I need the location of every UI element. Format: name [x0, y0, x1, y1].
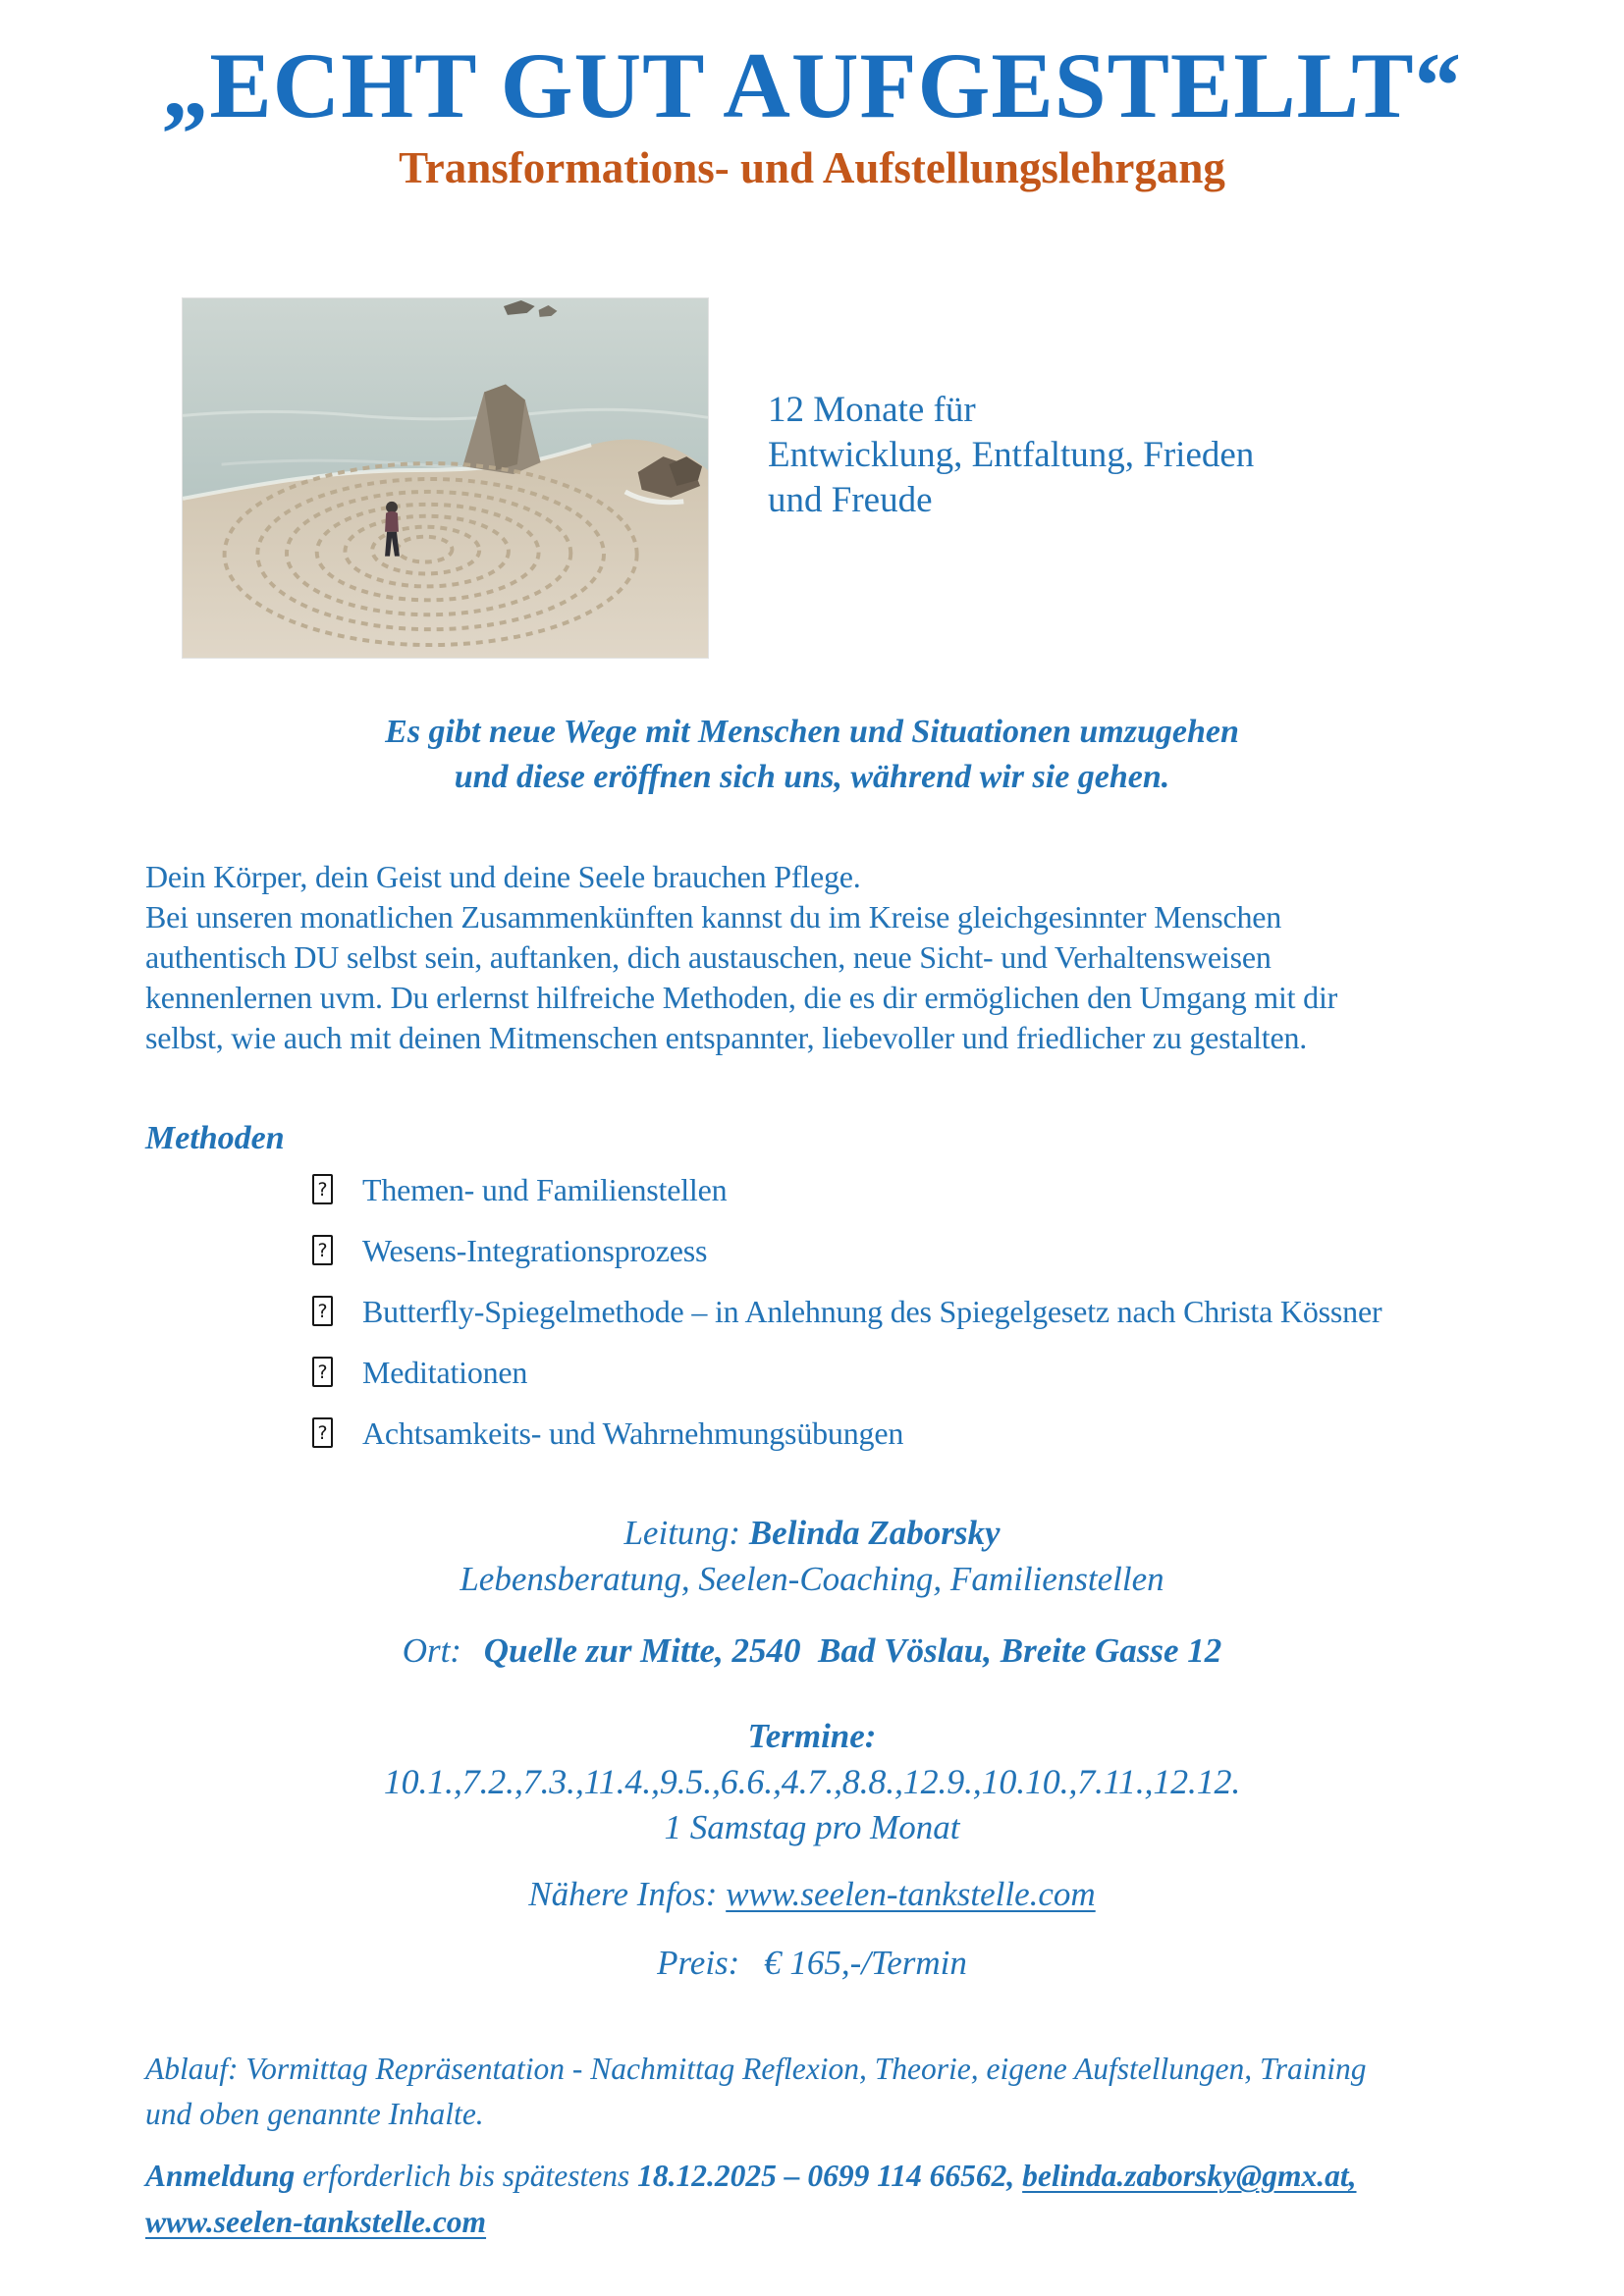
method-label: Meditationen [362, 1354, 528, 1390]
intro-line: selbst, wie auch mit deinen Mitmenschen entspannter, liebevoller und friedlicher zu gestalten. [145, 1019, 1308, 1055]
leitung-block [145, 1510, 1479, 1602]
price-line [145, 1941, 1479, 1986]
location-value: Quelle zur Mitte, 2540 Bad Vöslau, Breite Gasse 12 [483, 1630, 1222, 1670]
schedule-line: Ablauf: Vormittag Repräsentation - Nachmittag Reflexion, Theorie, eigene Aufstellungen, Training [145, 2051, 1367, 2086]
hero-section [145, 297, 1479, 659]
price-value: € 165,-/Termin [764, 1943, 967, 1982]
missing-glyph-bullet-icon: ? [312, 1417, 333, 1448]
list-item [145, 1353, 1479, 1392]
intro-line: authentisch DU selbst sein, auftanken, dich austauschen, neue Sicht- und Verhaltensweisen [145, 938, 1272, 975]
leader-name: Belinda Zaborsky [748, 1513, 1001, 1552]
website-link-bottom[interactable]: www.seelen-tankstelle.com [145, 2204, 487, 2239]
list-item [145, 1414, 1479, 1453]
location-label: Ort: [402, 1630, 461, 1670]
labyrinth-beach-photo [182, 297, 709, 659]
list-item [145, 1170, 1479, 1209]
intro-line: Bei unseren monatlichen Zusammenkünften kannst du im Kreise gleichgesinnter Menschen [145, 898, 1282, 934]
website-link[interactable]: www.seelen-tankstelle.com [726, 1874, 1096, 1913]
method-label: Butterfly-Spiegelmethode – in Anlehnung des Spiegelgesetz nach Christa Kössner [362, 1293, 1382, 1329]
intro-line: Dein Körper, dein Geist und deine Seele brauchen Pflege. [145, 858, 861, 894]
missing-glyph-bullet-icon: ? [312, 1296, 333, 1326]
dates-heading: Termine: [747, 1716, 877, 1755]
schedule-line: und oben genannte Inhalte. [145, 2096, 484, 2131]
price-label: Preis: [657, 1943, 740, 1982]
infos-label: Nähere Infos: [528, 1874, 718, 1913]
method-label: Themen- und Familienstellen [362, 1171, 728, 1207]
page-title: „ECHT GUT AUFGESTELLT“ [161, 33, 1463, 137]
method-label: Wesens-Integrationsprozess [362, 1232, 708, 1268]
dates-list: 10.1.,7.2.,7.3.,11.4.,9.5.,6.6.,4.7.,8.8.,12.9.,10.10.,7.11.,12.12. [383, 1761, 1241, 1801]
missing-glyph-bullet-icon: ? [312, 1174, 333, 1204]
dates-note: 1 Samstag pro Monat [664, 1807, 960, 1846]
caption-line: und Freude [768, 479, 933, 520]
missing-glyph-bullet-icon: ? [312, 1357, 333, 1387]
registration-block [145, 2153, 1479, 2245]
leitung-label: Leitung: [623, 1513, 741, 1552]
caption-line: 12 Monate für [768, 389, 976, 430]
leitung-subline: Lebensberatung, Seelen-Coaching, Familienstellen [460, 1559, 1164, 1598]
registration-line [145, 2199, 1479, 2245]
dates-block [145, 1713, 1479, 1850]
registration-text: erforderlich bis spätestens [295, 2158, 638, 2193]
email-link[interactable]: belinda.zaborsky@gmx.at, [1022, 2158, 1357, 2193]
motto-line: und diese eröffnen sich uns, während wir sie gehen. [454, 758, 1170, 795]
hero-caption [709, 297, 1254, 523]
labyrinth-photo-illustration [183, 298, 708, 658]
page-subtitle: Transformations- und Aufstellungslehrgang [399, 142, 1225, 192]
list-item [145, 1231, 1479, 1270]
method-label: Achtsamkeits- und Wahrnehmungsübungen [362, 1415, 904, 1451]
registration-line [145, 2153, 1479, 2199]
caption-line: Entwicklung, Entfaltung, Frieden [768, 434, 1255, 475]
registration-detail: 18.12.2025 – 0699 114 66562, [637, 2158, 1023, 2193]
schedule-paragraph [145, 2047, 1479, 2137]
leitung-line [145, 1510, 1479, 1556]
motto-line: Es gibt neue Wege mit Menschen und Situationen umzugehen [385, 713, 1239, 750]
methods-list [145, 1170, 1479, 1453]
missing-glyph-bullet-icon: ? [312, 1235, 333, 1265]
methods-heading: Methoden [145, 1119, 285, 1156]
registration-intro: Anmeldung [145, 2158, 296, 2193]
motto-quote [145, 710, 1479, 800]
infos-line [145, 1872, 1479, 1917]
location-line [145, 1628, 1479, 1674]
list-item [145, 1292, 1479, 1331]
intro-paragraph [145, 857, 1479, 1058]
intro-line: kennenlernen uvm. Du erlernst hilfreiche Methoden, die es dir ermöglichen den Umgang mit dir [145, 979, 1338, 1015]
